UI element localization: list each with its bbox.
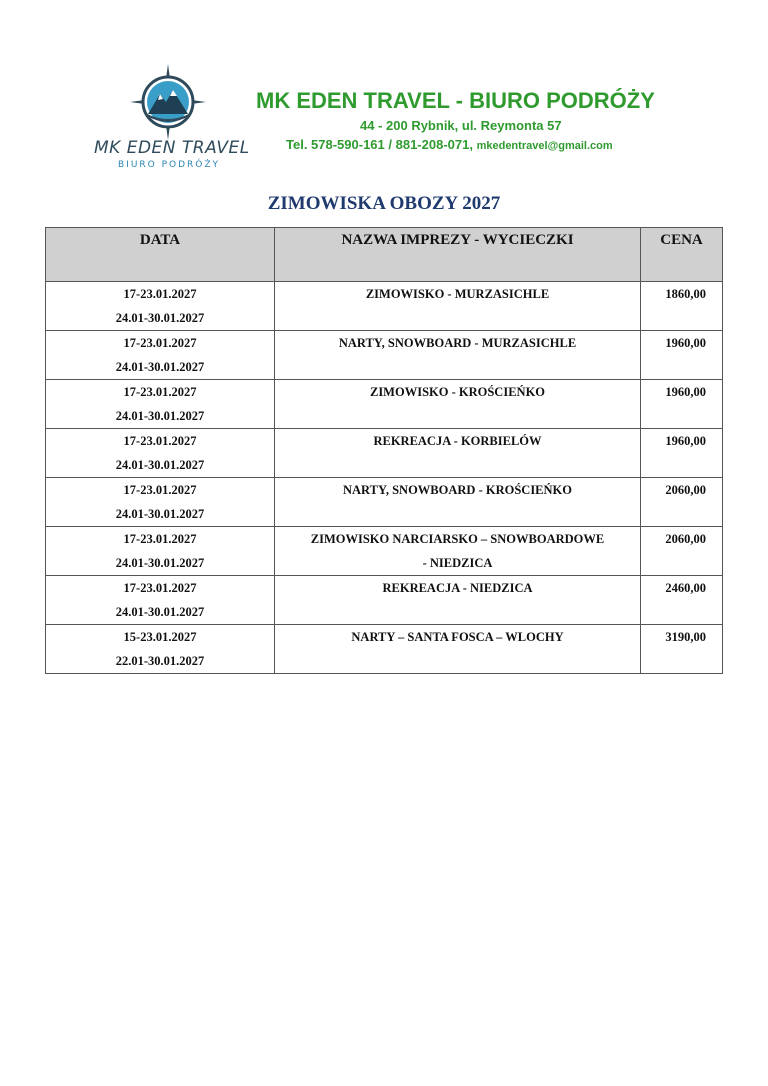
event-name-line: REKREACJA - NIEDZICA (382, 581, 533, 595)
event-name-cell (275, 527, 641, 576)
table-row (46, 380, 723, 429)
event-name-cell (275, 380, 641, 429)
date-cell (46, 527, 275, 576)
date-range: 17-23.01.2027 (123, 336, 197, 350)
camps-table (45, 227, 723, 674)
event-name-line: ZIMOWISKO - MURZASICHLE (365, 287, 550, 301)
date-range: 22.01-30.01.2027 (115, 654, 205, 668)
date-cell (46, 380, 275, 429)
table-row (46, 576, 723, 625)
company-address: 44 - 200 Rybnik, ul. Reymonta 57 (360, 118, 562, 133)
logo-subtitle: BIURO PODRÓŻY (118, 160, 221, 170)
date-range: 17-23.01.2027 (123, 287, 197, 301)
date-cell (46, 282, 275, 331)
company-email: mkedentravel@gmail.com (476, 140, 613, 152)
table-row (46, 282, 723, 331)
event-name-line: NARTY, SNOWBOARD - KROŚCIEŃKO (343, 483, 572, 497)
date-range: 17-23.01.2027 (123, 532, 197, 546)
date-cell (46, 625, 275, 674)
document-title: ZIMOWISKA OBOZY 2027 (267, 193, 501, 214)
event-name-line: ZIMOWISKO NARCIARSKO – SNOWBOARDOWE (310, 532, 605, 546)
date-cell (46, 331, 275, 380)
price-cell: 3190,00 (641, 625, 723, 674)
price-cell: 2460,00 (641, 576, 723, 625)
date-range: 17-23.01.2027 (123, 483, 197, 497)
logo-name: MK EDEN TRAVEL (94, 138, 250, 158)
event-name-cell (275, 282, 641, 331)
date-range: 24.01-30.01.2027 (115, 556, 205, 570)
compass-mountain-icon (130, 64, 206, 140)
event-name-line: REKREACJA - KORBIELÓW (373, 434, 542, 448)
column-header-name: NAZWA IMPREZY - WYCIECZKI (275, 228, 641, 282)
event-name-cell (275, 478, 641, 527)
company-contact (286, 137, 613, 152)
price-cell: 1860,00 (641, 282, 723, 331)
table-row (46, 429, 723, 478)
event-name-line: ZIMOWISKO - KROŚCIEŃKO (369, 385, 546, 399)
table-body (46, 282, 723, 674)
date-cell (46, 576, 275, 625)
date-range: 24.01-30.01.2027 (115, 458, 205, 472)
date-range: 24.01-30.01.2027 (115, 311, 205, 325)
company-phone: Tel. 578-590-161 / 881-208-071, (286, 137, 473, 152)
date-range: 24.01-30.01.2027 (115, 409, 205, 423)
event-name-cell (275, 625, 641, 674)
table-row (46, 625, 723, 674)
date-cell (46, 429, 275, 478)
company-logo (88, 64, 248, 174)
table-row (46, 527, 723, 576)
date-range: 24.01-30.01.2027 (115, 507, 205, 521)
table-row (46, 478, 723, 527)
event-name-line: - NIEDZICA (422, 556, 493, 570)
date-range: 24.01-30.01.2027 (115, 360, 205, 374)
date-range: 15-23.01.2027 (123, 630, 197, 644)
table-header-row (46, 228, 723, 282)
event-name-line: NARTY, SNOWBOARD - MURZASICHLE (338, 336, 577, 350)
price-cell: 2060,00 (641, 478, 723, 527)
event-name-cell (275, 331, 641, 380)
date-range: 24.01-30.01.2027 (115, 605, 205, 619)
event-name-cell (275, 429, 641, 478)
price-cell: 1960,00 (641, 331, 723, 380)
company-title: MK EDEN TRAVEL - BIURO PODRÓŻY (256, 88, 655, 113)
date-range: 17-23.01.2027 (123, 385, 197, 399)
price-cell: 2060,00 (641, 527, 723, 576)
event-name-cell (275, 576, 641, 625)
event-name-line: NARTY – SANTA FOSCA – WLOCHY (351, 630, 564, 644)
table-row (46, 331, 723, 380)
date-range: 17-23.01.2027 (123, 434, 197, 448)
column-header-date: DATA (46, 228, 275, 282)
date-range: 17-23.01.2027 (123, 581, 197, 595)
price-cell: 1960,00 (641, 429, 723, 478)
column-header-price: CENA (641, 228, 723, 282)
price-cell: 1960,00 (641, 380, 723, 429)
date-cell (46, 478, 275, 527)
